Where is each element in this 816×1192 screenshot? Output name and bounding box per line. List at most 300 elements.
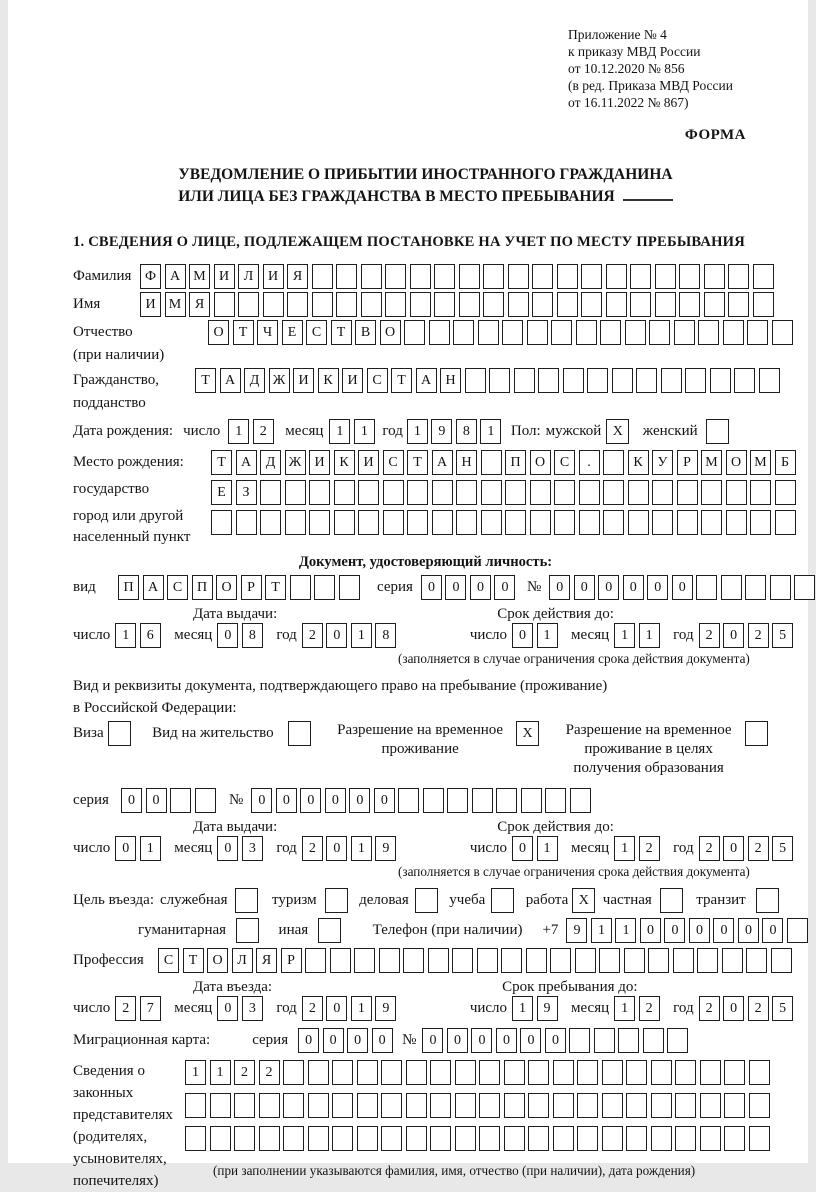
representatives-char-cell[interactable] bbox=[430, 1060, 451, 1085]
issue-day-cell[interactable]: 6 bbox=[140, 623, 161, 648]
option-temp-residence-education-checkbox[interactable] bbox=[745, 721, 768, 746]
profession-char-cell[interactable]: Р bbox=[281, 948, 302, 973]
profession-char-cell[interactable] bbox=[624, 948, 645, 973]
surname-char-cell[interactable]: И bbox=[263, 264, 284, 289]
birth-place-char-cell[interactable]: С bbox=[554, 450, 575, 475]
representatives-char-cell[interactable] bbox=[749, 1126, 770, 1151]
profession-char-cell[interactable] bbox=[722, 948, 743, 973]
doc-kind-char-cell[interactable]: Т bbox=[265, 575, 286, 600]
expiry-year-cell[interactable]: 2 bbox=[748, 623, 769, 648]
doc-number-cell[interactable] bbox=[794, 575, 815, 600]
birth-place-char-cell[interactable] bbox=[211, 510, 232, 535]
birth-place-char-cell[interactable] bbox=[750, 480, 771, 505]
birth-place-char-cell[interactable] bbox=[554, 510, 575, 535]
migration-number-cell[interactable] bbox=[594, 1028, 615, 1053]
birth-place-char-cell[interactable]: И bbox=[358, 450, 379, 475]
representatives-char-cell[interactable] bbox=[332, 1060, 353, 1085]
birth-place-char-cell[interactable]: Б bbox=[775, 450, 796, 475]
birth-place-char-cell[interactable] bbox=[701, 480, 722, 505]
representatives-char-cell[interactable] bbox=[185, 1126, 206, 1151]
migration-series-cell[interactable]: 0 bbox=[372, 1028, 393, 1053]
birth-place-char-cell[interactable] bbox=[481, 510, 502, 535]
birth-year-cells[interactable] bbox=[407, 419, 505, 444]
representatives-char-cell[interactable] bbox=[651, 1093, 672, 1118]
birth-place-cells-row3[interactable] bbox=[211, 510, 799, 535]
birth-place-char-cell[interactable] bbox=[358, 510, 379, 535]
representatives-char-cell[interactable] bbox=[528, 1093, 549, 1118]
stay-year-cell[interactable]: 2 bbox=[748, 996, 769, 1021]
birth-place-char-cell[interactable] bbox=[334, 480, 355, 505]
birth-place-cells-row2[interactable] bbox=[211, 480, 799, 505]
stay-month-cells[interactable] bbox=[614, 996, 663, 1021]
purpose-transit-checkbox[interactable] bbox=[756, 888, 779, 913]
birth-year-cell[interactable]: 8 bbox=[456, 419, 477, 444]
surname-char-cell[interactable]: И bbox=[214, 264, 235, 289]
migration-number-cell[interactable]: 0 bbox=[422, 1028, 443, 1053]
representatives-char-cell[interactable]: 1 bbox=[185, 1060, 206, 1085]
birth-place-char-cell[interactable] bbox=[383, 510, 404, 535]
residence-issue-day-cell[interactable]: 1 bbox=[140, 836, 161, 861]
birth-place-char-cell[interactable] bbox=[383, 480, 404, 505]
surname-char-cell[interactable]: А bbox=[165, 264, 186, 289]
surname-char-cell[interactable] bbox=[728, 264, 749, 289]
citizenship-char-cell[interactable] bbox=[636, 368, 657, 393]
patronymic-char-cell[interactable]: Т bbox=[233, 320, 254, 345]
doc-number-cell[interactable] bbox=[770, 575, 791, 600]
profession-char-cell[interactable]: С bbox=[158, 948, 179, 973]
expiry-year-cell[interactable]: 0 bbox=[723, 623, 744, 648]
birth-place-char-cell[interactable] bbox=[603, 450, 624, 475]
birth-place-char-cell[interactable]: П bbox=[505, 450, 526, 475]
residence-series-cell[interactable] bbox=[195, 788, 216, 813]
surname-char-cell[interactable] bbox=[508, 264, 529, 289]
issue-year-cell[interactable]: 0 bbox=[326, 623, 347, 648]
name-char-cell[interactable]: М bbox=[165, 292, 186, 317]
citizenship-char-cell[interactable] bbox=[661, 368, 682, 393]
birth-place-char-cell[interactable] bbox=[505, 480, 526, 505]
doc-number-cell[interactable]: 0 bbox=[549, 575, 570, 600]
patronymic-char-cell[interactable] bbox=[551, 320, 572, 345]
expiry-day-cells[interactable] bbox=[512, 623, 561, 648]
citizenship-char-cell[interactable]: Ж bbox=[269, 368, 290, 393]
birth-place-char-cell[interactable] bbox=[726, 510, 747, 535]
surname-char-cell[interactable] bbox=[630, 264, 651, 289]
birth-place-char-cell[interactable]: К bbox=[334, 450, 355, 475]
doc-kind-char-cell[interactable]: Р bbox=[241, 575, 262, 600]
citizenship-char-cell[interactable] bbox=[587, 368, 608, 393]
residence-expiry-day-cells[interactable] bbox=[512, 836, 561, 861]
patronymic-char-cell[interactable]: В bbox=[355, 320, 376, 345]
birth-place-char-cell[interactable]: М bbox=[701, 450, 722, 475]
entry-year-cell[interactable]: 1 bbox=[351, 996, 372, 1021]
birth-place-char-cell[interactable]: С bbox=[383, 450, 404, 475]
birth-place-char-cell[interactable]: . bbox=[579, 450, 600, 475]
name-char-cell[interactable] bbox=[581, 292, 602, 317]
representatives-char-cell[interactable] bbox=[308, 1060, 329, 1085]
birth-place-char-cell[interactable] bbox=[260, 510, 281, 535]
residence-issue-year-cells[interactable] bbox=[302, 836, 400, 861]
representatives-char-cell[interactable] bbox=[602, 1093, 623, 1118]
residence-series-cell[interactable]: 0 bbox=[121, 788, 142, 813]
stay-month-cell[interactable]: 1 bbox=[614, 996, 635, 1021]
expiry-month-cell[interactable]: 1 bbox=[614, 623, 635, 648]
representatives-char-cell[interactable] bbox=[577, 1060, 598, 1085]
representatives-char-cell[interactable]: 2 bbox=[234, 1060, 255, 1085]
birth-place-char-cell[interactable] bbox=[358, 480, 379, 505]
birth-place-char-cell[interactable] bbox=[554, 480, 575, 505]
citizenship-char-cell[interactable] bbox=[710, 368, 731, 393]
representatives-char-cell[interactable] bbox=[332, 1126, 353, 1151]
phone-cells[interactable] bbox=[566, 918, 811, 943]
birth-month-cell[interactable]: 1 bbox=[354, 419, 375, 444]
patronymic-char-cell[interactable]: Ч bbox=[257, 320, 278, 345]
phone-digit-cell[interactable]: 0 bbox=[713, 918, 734, 943]
citizenship-char-cell[interactable]: Т bbox=[195, 368, 216, 393]
surname-char-cell[interactable] bbox=[655, 264, 676, 289]
name-char-cell[interactable] bbox=[557, 292, 578, 317]
representatives-char-cell[interactable] bbox=[381, 1060, 402, 1085]
birth-place-char-cell[interactable]: Д bbox=[260, 450, 281, 475]
phone-digit-cell[interactable]: 0 bbox=[738, 918, 759, 943]
name-char-cell[interactable]: И bbox=[140, 292, 161, 317]
representatives-char-cell[interactable] bbox=[455, 1093, 476, 1118]
migration-number-cell[interactable]: 0 bbox=[447, 1028, 468, 1053]
representatives-char-cell[interactable] bbox=[259, 1126, 280, 1151]
representatives-char-cell[interactable] bbox=[406, 1093, 427, 1118]
surname-char-cell[interactable]: Я bbox=[287, 264, 308, 289]
residence-issue-year-cell[interactable]: 2 bbox=[302, 836, 323, 861]
patronymic-char-cell[interactable] bbox=[478, 320, 499, 345]
doc-number-cell[interactable]: 0 bbox=[598, 575, 619, 600]
representatives-char-cell[interactable]: 2 bbox=[259, 1060, 280, 1085]
birth-month-cells[interactable] bbox=[329, 419, 378, 444]
phone-digit-cell[interactable]: 0 bbox=[762, 918, 783, 943]
representatives-char-cell[interactable] bbox=[553, 1060, 574, 1085]
residence-issue-month-cells[interactable] bbox=[217, 836, 266, 861]
doc-kind-char-cell[interactable]: О bbox=[216, 575, 237, 600]
citizenship-char-cell[interactable]: А bbox=[416, 368, 437, 393]
phone-digit-cell[interactable]: 0 bbox=[689, 918, 710, 943]
name-char-cell[interactable] bbox=[312, 292, 333, 317]
birth-place-char-cell[interactable] bbox=[432, 510, 453, 535]
purpose-work-checkbox[interactable]: X bbox=[572, 888, 595, 913]
residence-issue-day-cells[interactable] bbox=[115, 836, 164, 861]
representatives-char-cell[interactable] bbox=[479, 1126, 500, 1151]
residence-number-cell[interactable] bbox=[521, 788, 542, 813]
doc-number-cell[interactable]: 0 bbox=[623, 575, 644, 600]
birth-place-char-cell[interactable] bbox=[236, 510, 257, 535]
representatives-char-cell[interactable] bbox=[675, 1093, 696, 1118]
name-char-cell[interactable] bbox=[434, 292, 455, 317]
birth-place-char-cell[interactable]: У bbox=[652, 450, 673, 475]
representatives-char-cell[interactable] bbox=[479, 1093, 500, 1118]
representatives-char-cell[interactable] bbox=[528, 1126, 549, 1151]
patronymic-char-cell[interactable] bbox=[600, 320, 621, 345]
entry-day-cells[interactable] bbox=[115, 996, 164, 1021]
citizenship-char-cell[interactable]: Н bbox=[440, 368, 461, 393]
surname-char-cell[interactable] bbox=[581, 264, 602, 289]
birth-place-char-cell[interactable]: А bbox=[432, 450, 453, 475]
purpose-private-checkbox[interactable] bbox=[660, 888, 683, 913]
birth-day-cell[interactable]: 1 bbox=[228, 419, 249, 444]
migration-number-cell[interactable] bbox=[667, 1028, 688, 1053]
representatives-char-cell[interactable] bbox=[210, 1126, 231, 1151]
residence-number-cell[interactable] bbox=[570, 788, 591, 813]
doc-number-cell[interactable] bbox=[696, 575, 717, 600]
birth-place-char-cell[interactable] bbox=[677, 480, 698, 505]
name-char-cell[interactable] bbox=[459, 292, 480, 317]
birth-place-char-cell[interactable] bbox=[775, 480, 796, 505]
profession-char-cell[interactable]: Л bbox=[232, 948, 253, 973]
issue-day-cell[interactable]: 1 bbox=[115, 623, 136, 648]
birth-year-cell[interactable]: 9 bbox=[431, 419, 452, 444]
doc-series-cell[interactable]: 0 bbox=[421, 575, 442, 600]
birth-day-cells[interactable] bbox=[228, 419, 277, 444]
birth-place-char-cell[interactable]: З bbox=[236, 480, 257, 505]
representatives-char-cell[interactable] bbox=[626, 1060, 647, 1085]
citizenship-char-cell[interactable] bbox=[465, 368, 486, 393]
surname-char-cell[interactable] bbox=[679, 264, 700, 289]
name-char-cell[interactable] bbox=[410, 292, 431, 317]
migration-series-cells[interactable] bbox=[298, 1028, 396, 1053]
birth-place-char-cell[interactable] bbox=[530, 510, 551, 535]
representatives-char-cell[interactable] bbox=[283, 1093, 304, 1118]
name-cells[interactable] bbox=[140, 292, 777, 317]
issue-year-cell[interactable]: 8 bbox=[375, 623, 396, 648]
representatives-char-cell[interactable] bbox=[626, 1126, 647, 1151]
doc-number-cell[interactable] bbox=[721, 575, 742, 600]
entry-year-cell[interactable]: 2 bbox=[302, 996, 323, 1021]
migration-series-cell[interactable]: 0 bbox=[298, 1028, 319, 1053]
issue-day-cells[interactable] bbox=[115, 623, 164, 648]
birth-place-char-cell[interactable] bbox=[407, 510, 428, 535]
issue-month-cell[interactable]: 8 bbox=[242, 623, 263, 648]
name-char-cell[interactable] bbox=[336, 292, 357, 317]
doc-kind-char-cell[interactable] bbox=[290, 575, 311, 600]
citizenship-char-cell[interactable]: Д bbox=[244, 368, 265, 393]
migration-number-cell[interactable] bbox=[643, 1028, 664, 1053]
purpose-business-checkbox[interactable] bbox=[415, 888, 438, 913]
doc-number-cell[interactable]: 0 bbox=[647, 575, 668, 600]
representatives-char-cell[interactable] bbox=[357, 1093, 378, 1118]
profession-char-cell[interactable] bbox=[477, 948, 498, 973]
profession-char-cell[interactable] bbox=[550, 948, 571, 973]
profession-char-cell[interactable] bbox=[526, 948, 547, 973]
profession-char-cell[interactable] bbox=[379, 948, 400, 973]
birth-place-char-cell[interactable] bbox=[309, 480, 330, 505]
profession-char-cell[interactable] bbox=[501, 948, 522, 973]
representatives-char-cell[interactable] bbox=[749, 1060, 770, 1085]
citizenship-char-cell[interactable] bbox=[759, 368, 780, 393]
representatives-char-cell[interactable] bbox=[749, 1093, 770, 1118]
patronymic-char-cell[interactable] bbox=[747, 320, 768, 345]
birth-place-char-cell[interactable]: О bbox=[530, 450, 551, 475]
birth-place-char-cell[interactable] bbox=[652, 510, 673, 535]
representatives-cells-row2[interactable] bbox=[185, 1093, 773, 1118]
entry-day-cell[interactable]: 7 bbox=[140, 996, 161, 1021]
entry-year-cell[interactable]: 9 bbox=[375, 996, 396, 1021]
issue-year-cell[interactable]: 2 bbox=[302, 623, 323, 648]
birth-place-char-cell[interactable] bbox=[701, 510, 722, 535]
representatives-char-cell[interactable] bbox=[234, 1093, 255, 1118]
residence-expiry-year-cell[interactable]: 0 bbox=[723, 836, 744, 861]
entry-month-cells[interactable] bbox=[217, 996, 266, 1021]
expiry-day-cell[interactable]: 1 bbox=[537, 623, 558, 648]
birth-place-char-cell[interactable] bbox=[750, 510, 771, 535]
residence-expiry-day-cell[interactable]: 1 bbox=[537, 836, 558, 861]
entry-year-cells[interactable] bbox=[302, 996, 400, 1021]
surname-char-cell[interactable] bbox=[459, 264, 480, 289]
migration-series-cell[interactable]: 0 bbox=[323, 1028, 344, 1053]
residence-number-cell[interactable] bbox=[423, 788, 444, 813]
name-char-cell[interactable] bbox=[753, 292, 774, 317]
representatives-char-cell[interactable] bbox=[504, 1093, 525, 1118]
representatives-char-cell[interactable] bbox=[234, 1126, 255, 1151]
representatives-char-cell[interactable] bbox=[602, 1060, 623, 1085]
doc-kind-char-cell[interactable]: П bbox=[192, 575, 213, 600]
residence-expiry-year-cells[interactable] bbox=[699, 836, 797, 861]
surname-char-cell[interactable] bbox=[410, 264, 431, 289]
doc-number-cell[interactable]: 0 bbox=[672, 575, 693, 600]
residence-expiry-day-cell[interactable]: 0 bbox=[512, 836, 533, 861]
name-char-cell[interactable] bbox=[704, 292, 725, 317]
representatives-char-cell[interactable] bbox=[504, 1060, 525, 1085]
birth-place-char-cell[interactable] bbox=[432, 480, 453, 505]
representatives-char-cell[interactable] bbox=[332, 1093, 353, 1118]
residence-number-cell[interactable] bbox=[398, 788, 419, 813]
patronymic-char-cell[interactable]: С bbox=[306, 320, 327, 345]
representatives-char-cell[interactable] bbox=[528, 1060, 549, 1085]
name-char-cell[interactable] bbox=[287, 292, 308, 317]
birth-year-cell[interactable]: 1 bbox=[480, 419, 501, 444]
stay-year-cells[interactable] bbox=[699, 996, 797, 1021]
name-char-cell[interactable] bbox=[385, 292, 406, 317]
birth-place-char-cell[interactable]: А bbox=[236, 450, 257, 475]
name-char-cell[interactable] bbox=[214, 292, 235, 317]
representatives-char-cell[interactable] bbox=[357, 1060, 378, 1085]
issue-month-cells[interactable] bbox=[217, 623, 266, 648]
patronymic-char-cell[interactable] bbox=[527, 320, 548, 345]
residence-issue-year-cell[interactable]: 9 bbox=[375, 836, 396, 861]
name-char-cell[interactable] bbox=[508, 292, 529, 317]
representatives-char-cell[interactable] bbox=[724, 1060, 745, 1085]
name-char-cell[interactable] bbox=[263, 292, 284, 317]
citizenship-char-cell[interactable]: И bbox=[342, 368, 363, 393]
patronymic-char-cell[interactable] bbox=[429, 320, 450, 345]
stay-year-cell[interactable]: 5 bbox=[772, 996, 793, 1021]
residence-issue-month-cell[interactable]: 0 bbox=[217, 836, 238, 861]
representatives-char-cell[interactable] bbox=[381, 1093, 402, 1118]
patronymic-char-cell[interactable] bbox=[723, 320, 744, 345]
representatives-char-cell[interactable] bbox=[210, 1093, 231, 1118]
expiry-month-cells[interactable] bbox=[614, 623, 663, 648]
migration-number-cell[interactable]: 0 bbox=[471, 1028, 492, 1053]
representatives-char-cell[interactable] bbox=[553, 1126, 574, 1151]
patronymic-char-cell[interactable] bbox=[453, 320, 474, 345]
doc-kind-char-cell[interactable]: А bbox=[143, 575, 164, 600]
representatives-cells-row1[interactable] bbox=[185, 1060, 773, 1085]
representatives-char-cell[interactable] bbox=[724, 1126, 745, 1151]
birth-place-char-cell[interactable]: Р bbox=[677, 450, 698, 475]
representatives-char-cell[interactable] bbox=[577, 1093, 598, 1118]
surname-cells[interactable] bbox=[140, 264, 777, 289]
patronymic-char-cell[interactable] bbox=[674, 320, 695, 345]
sex-male-checkbox[interactable]: X bbox=[606, 419, 629, 444]
purpose-other-checkbox[interactable] bbox=[318, 918, 341, 943]
citizenship-char-cell[interactable] bbox=[538, 368, 559, 393]
patronymic-char-cell[interactable] bbox=[698, 320, 719, 345]
representatives-char-cell[interactable] bbox=[308, 1093, 329, 1118]
citizenship-char-cell[interactable]: К bbox=[318, 368, 339, 393]
patronymic-char-cell[interactable]: О bbox=[380, 320, 401, 345]
representatives-char-cell[interactable] bbox=[259, 1093, 280, 1118]
birth-place-char-cell[interactable] bbox=[285, 510, 306, 535]
issue-year-cell[interactable]: 1 bbox=[351, 623, 372, 648]
residence-number-cell[interactable]: 0 bbox=[300, 788, 321, 813]
citizenship-char-cell[interactable]: А bbox=[220, 368, 241, 393]
patronymic-cells[interactable] bbox=[208, 320, 796, 345]
expiry-year-cell[interactable]: 2 bbox=[699, 623, 720, 648]
surname-char-cell[interactable] bbox=[361, 264, 382, 289]
birth-place-cells-row1[interactable] bbox=[211, 450, 799, 475]
profession-char-cell[interactable]: Т bbox=[183, 948, 204, 973]
residence-number-cell[interactable] bbox=[496, 788, 517, 813]
issue-month-cell[interactable]: 0 bbox=[217, 623, 238, 648]
entry-year-cell[interactable]: 0 bbox=[326, 996, 347, 1021]
doc-kind-char-cell[interactable] bbox=[339, 575, 360, 600]
birth-year-cell[interactable]: 1 bbox=[407, 419, 428, 444]
citizenship-char-cell[interactable] bbox=[514, 368, 535, 393]
residence-number-cells[interactable] bbox=[251, 788, 594, 813]
birth-place-char-cell[interactable] bbox=[628, 480, 649, 505]
name-char-cell[interactable] bbox=[606, 292, 627, 317]
patronymic-char-cell[interactable] bbox=[649, 320, 670, 345]
stay-day-cell[interactable]: 9 bbox=[537, 996, 558, 1021]
birth-month-cell[interactable]: 1 bbox=[329, 419, 350, 444]
migration-number-cell[interactable]: 0 bbox=[496, 1028, 517, 1053]
birth-place-char-cell[interactable]: К bbox=[628, 450, 649, 475]
sex-female-checkbox[interactable] bbox=[706, 419, 729, 444]
representatives-char-cell[interactable] bbox=[455, 1126, 476, 1151]
patronymic-char-cell[interactable]: Т bbox=[331, 320, 352, 345]
birth-place-char-cell[interactable] bbox=[775, 510, 796, 535]
birth-place-char-cell[interactable] bbox=[726, 480, 747, 505]
doc-number-cells[interactable] bbox=[549, 575, 816, 600]
purpose-tourism-checkbox[interactable] bbox=[325, 888, 348, 913]
surname-char-cell[interactable] bbox=[606, 264, 627, 289]
option-residence-permit-checkbox[interactable] bbox=[288, 721, 311, 746]
birth-place-char-cell[interactable] bbox=[260, 480, 281, 505]
representatives-char-cell[interactable] bbox=[283, 1126, 304, 1151]
migration-number-cell[interactable]: 0 bbox=[520, 1028, 541, 1053]
profession-char-cell[interactable] bbox=[599, 948, 620, 973]
entry-month-cell[interactable]: 0 bbox=[217, 996, 238, 1021]
representatives-char-cell[interactable] bbox=[283, 1060, 304, 1085]
representatives-char-cell[interactable] bbox=[504, 1126, 525, 1151]
surname-char-cell[interactable]: М bbox=[189, 264, 210, 289]
birth-place-char-cell[interactable]: М bbox=[750, 450, 771, 475]
profession-char-cell[interactable] bbox=[746, 948, 767, 973]
name-char-cell[interactable] bbox=[238, 292, 259, 317]
representatives-char-cell[interactable] bbox=[626, 1093, 647, 1118]
citizenship-char-cell[interactable] bbox=[612, 368, 633, 393]
profession-char-cell[interactable] bbox=[354, 948, 375, 973]
birth-place-char-cell[interactable] bbox=[603, 510, 624, 535]
expiry-year-cells[interactable] bbox=[699, 623, 797, 648]
profession-char-cell[interactable] bbox=[305, 948, 326, 973]
birth-place-char-cell[interactable]: О bbox=[726, 450, 747, 475]
doc-kind-char-cell[interactable] bbox=[314, 575, 335, 600]
